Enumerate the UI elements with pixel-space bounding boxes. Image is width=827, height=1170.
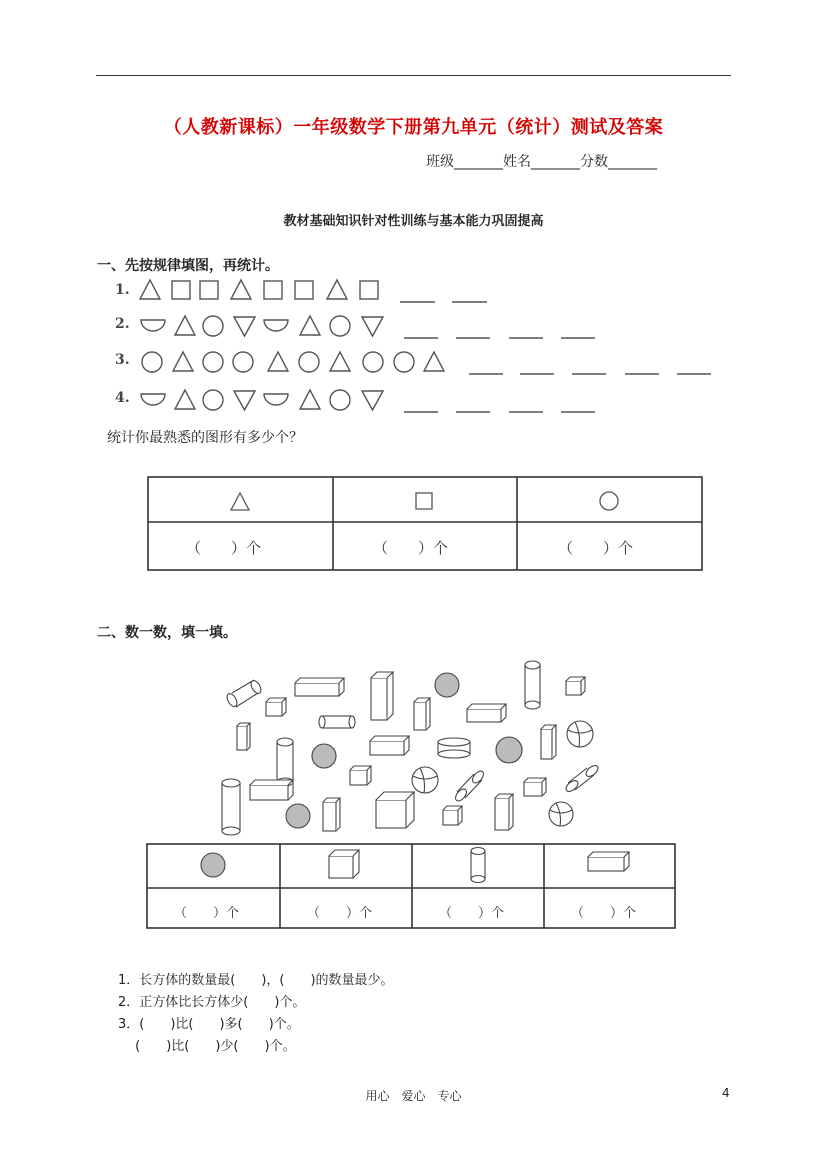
- triangle-count-cell[interactable]: （ ）个: [186, 539, 262, 557]
- circle-icon: [299, 352, 319, 372]
- square-icon: [172, 281, 190, 299]
- cube-icon: [566, 677, 585, 695]
- triangle-icon: [424, 352, 444, 371]
- cylinder-icon: [525, 661, 540, 709]
- half-circle-icon: [264, 320, 288, 331]
- down-triangle-icon: [234, 317, 255, 336]
- sphere-icon: [496, 737, 522, 763]
- row2-number: 2.: [115, 316, 130, 332]
- triangle-icon: [231, 280, 251, 299]
- section1-heading: 一、先按规律填图，再统计。: [97, 258, 279, 274]
- row4-number: 4.: [115, 390, 130, 406]
- cylinder-icon: [222, 779, 240, 835]
- sphere-icon: [549, 802, 573, 826]
- solid-count-table: [0, 843, 827, 933]
- section1-question: 统计你最熟悉的图形有多少个？: [107, 430, 303, 446]
- square-icon: [264, 281, 282, 299]
- half-circle-icon: [264, 394, 288, 405]
- question-3a: 3．( )比( )多( )个。: [118, 1017, 300, 1032]
- cylinder-icon: [277, 738, 293, 786]
- down-triangle-icon: [362, 391, 383, 410]
- circle-icon: [600, 492, 618, 510]
- cube-icon: [266, 698, 286, 716]
- row1-shapes: [140, 280, 378, 299]
- triangle-icon: [268, 352, 288, 371]
- sphere-icon: [567, 721, 593, 747]
- sphere-count-cell[interactable]: （ ）个: [174, 906, 240, 921]
- cube-icon: [443, 806, 462, 825]
- cuboid-icon: [588, 852, 629, 871]
- circle-icon: [203, 390, 223, 410]
- pattern-rows-figure: [0, 0, 827, 420]
- document-subtitle: 教材基础知识针对性训练与基本能力巩固提高: [283, 214, 544, 229]
- triangle-icon: [175, 390, 195, 409]
- cuboid-icon: [541, 725, 556, 759]
- question-1: 1．长方体的数量最( )，( )的数量最少。: [118, 973, 394, 988]
- student-info-line: 班级_______姓名_______分数_______: [426, 154, 657, 170]
- document-title: （人教新课标）一年级数学下册第九单元（统计）测试及答案: [163, 117, 664, 138]
- row4-shapes: [141, 390, 383, 410]
- down-triangle-icon: [362, 317, 383, 336]
- cuboid-icon: [414, 698, 430, 730]
- cylinder-icon: [453, 769, 485, 803]
- cylinder-icon: [319, 716, 355, 728]
- page-number: 4: [722, 1086, 730, 1100]
- cuboid-icon: [495, 794, 513, 830]
- cylinder-icon: [438, 738, 470, 758]
- question-2: 2．正方体比长方体少( )个。: [118, 995, 306, 1010]
- cylinder-icon: [471, 848, 485, 883]
- cube-icon: [329, 850, 359, 878]
- circle-count-cell[interactable]: （ ）个: [558, 539, 634, 557]
- cuboid-icon: [371, 672, 393, 720]
- cube-icon: [350, 766, 371, 785]
- square-icon: [200, 281, 218, 299]
- row3-shapes: [142, 352, 444, 372]
- circle-icon: [203, 352, 223, 372]
- sphere-icon: [435, 673, 459, 697]
- triangle-icon: [140, 280, 160, 299]
- circle-icon: [203, 316, 223, 336]
- row1-number: 1.: [115, 282, 130, 298]
- square-icon: [360, 281, 378, 299]
- row2-shapes: [141, 316, 383, 336]
- square-icon: [295, 281, 313, 299]
- shape-count-table: [0, 476, 827, 576]
- cuboid-icon: [250, 780, 293, 800]
- sphere-icon: [412, 767, 438, 793]
- question-3b: ( )比( )少( )个。: [118, 1039, 296, 1054]
- cuboid-icon: [237, 723, 250, 750]
- triangle-icon: [173, 352, 193, 371]
- cuboid-icon: [295, 678, 344, 696]
- circle-icon: [142, 352, 162, 372]
- sphere-icon: [201, 853, 225, 877]
- square-count-cell[interactable]: （ ）个: [373, 539, 449, 557]
- sphere-icon: [286, 804, 310, 828]
- circle-icon: [363, 352, 383, 372]
- triangle-icon: [175, 316, 195, 335]
- cuboid-icon: [467, 704, 506, 722]
- half-circle-icon: [141, 320, 165, 331]
- cube-icon: [524, 778, 546, 796]
- triangle-icon: [300, 390, 320, 409]
- cylinder-count-cell[interactable]: （ ）个: [439, 906, 505, 921]
- cuboid-icon: [323, 798, 340, 831]
- footer-motto: 用心 爱心 专心: [365, 1089, 462, 1103]
- section2-heading: 二、数一数，填一填。: [97, 625, 237, 641]
- circle-icon: [233, 352, 253, 372]
- triangle-icon: [330, 352, 350, 371]
- down-triangle-icon: [234, 391, 255, 410]
- circle-icon: [330, 390, 350, 410]
- triangle-icon: [327, 280, 347, 299]
- cylinder-icon: [564, 763, 600, 793]
- cylinder-icon: [225, 679, 263, 708]
- cube-icon: [376, 792, 414, 828]
- cuboid-count-cell[interactable]: （ ）个: [571, 906, 637, 921]
- circle-icon: [394, 352, 414, 372]
- cube-count-cell[interactable]: （ ）个: [307, 906, 373, 921]
- sphere-icon: [312, 744, 336, 768]
- half-circle-icon: [141, 394, 165, 405]
- triangle-icon: [300, 316, 320, 335]
- circle-icon: [330, 316, 350, 336]
- cuboid-icon: [370, 736, 409, 755]
- square-icon: [416, 493, 432, 509]
- triangle-icon: [231, 493, 249, 510]
- row3-number: 3.: [115, 352, 130, 368]
